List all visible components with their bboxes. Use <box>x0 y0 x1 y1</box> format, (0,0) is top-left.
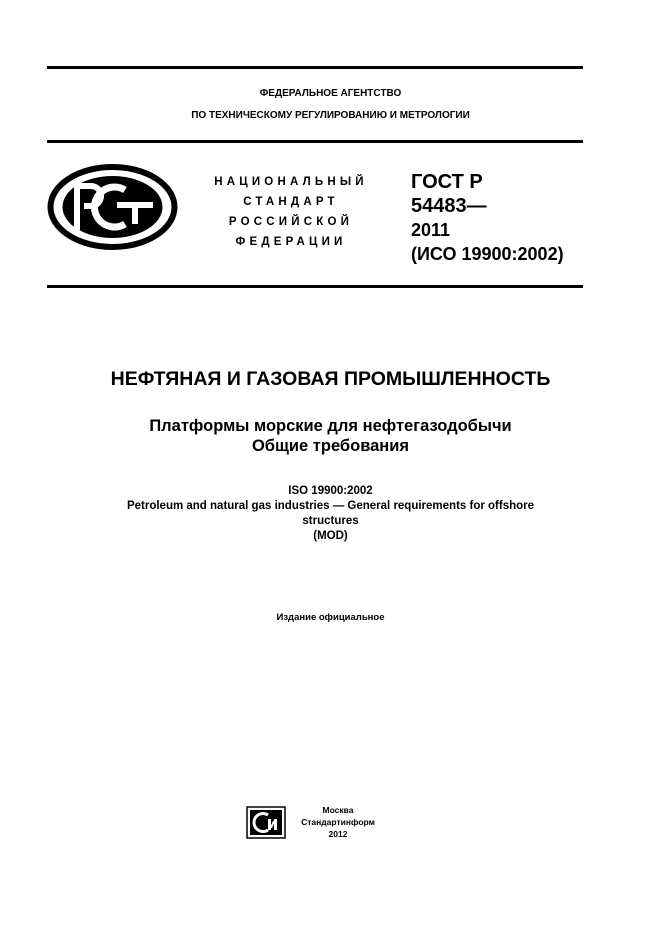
publisher-city: Москва <box>322 805 354 815</box>
designation-line4: (ИСО 19900:2002) <box>411 244 564 264</box>
gost-r-emblem-icon <box>47 164 178 250</box>
publisher-block <box>288 804 388 840</box>
document-title: НЕФТЯНАЯ И ГАЗОВАЯ ПРОМЫШЛЕННОСТЬ <box>110 368 551 390</box>
agency-name-line1: ФЕДЕРАЛЬНОЕ АГЕНТСТВО <box>259 88 402 99</box>
designation-line3: 2011 <box>411 220 451 240</box>
edition-label: Издание официальное <box>276 612 385 623</box>
designation-rule <box>47 285 583 288</box>
header-rule <box>47 140 583 143</box>
national-standard-line: НАЦИОНАЛЬНЫЙ <box>214 176 368 188</box>
national-standard-label <box>196 172 386 252</box>
publisher-name: Стандартинформ <box>301 817 375 827</box>
top-rule <box>47 66 583 69</box>
national-standard-line: СТАНДАРТ <box>243 196 339 208</box>
standartinform-logo-icon <box>246 806 286 839</box>
designation-line2: 54483— <box>411 195 487 217</box>
designation-line1: ГОСТ Р <box>411 171 483 193</box>
publisher-year: 2012 <box>328 829 348 839</box>
national-standard-line: РОССИЙСКОЙ <box>228 216 354 228</box>
standard-designation <box>411 170 564 266</box>
agency-name-line2: ПО ТЕХНИЧЕСКОМУ РЕГУЛИРОВАНИЮ И МЕТРОЛОГИИ <box>191 110 470 121</box>
iso-title-line1: Petroleum and natural gas industries — General requirements for offshore <box>126 500 535 512</box>
iso-number: ISO 19900:2002 <box>288 485 373 497</box>
subtitle-line2: Общие требования <box>251 437 410 455</box>
iso-title-line2: structures <box>302 515 359 527</box>
iso-mod: (MOD) <box>313 530 348 542</box>
subtitle-line1: Платформы морские для нефтегазодобычи <box>149 417 512 435</box>
national-standard-line: ФЕДЕРАЦИИ <box>235 236 347 248</box>
